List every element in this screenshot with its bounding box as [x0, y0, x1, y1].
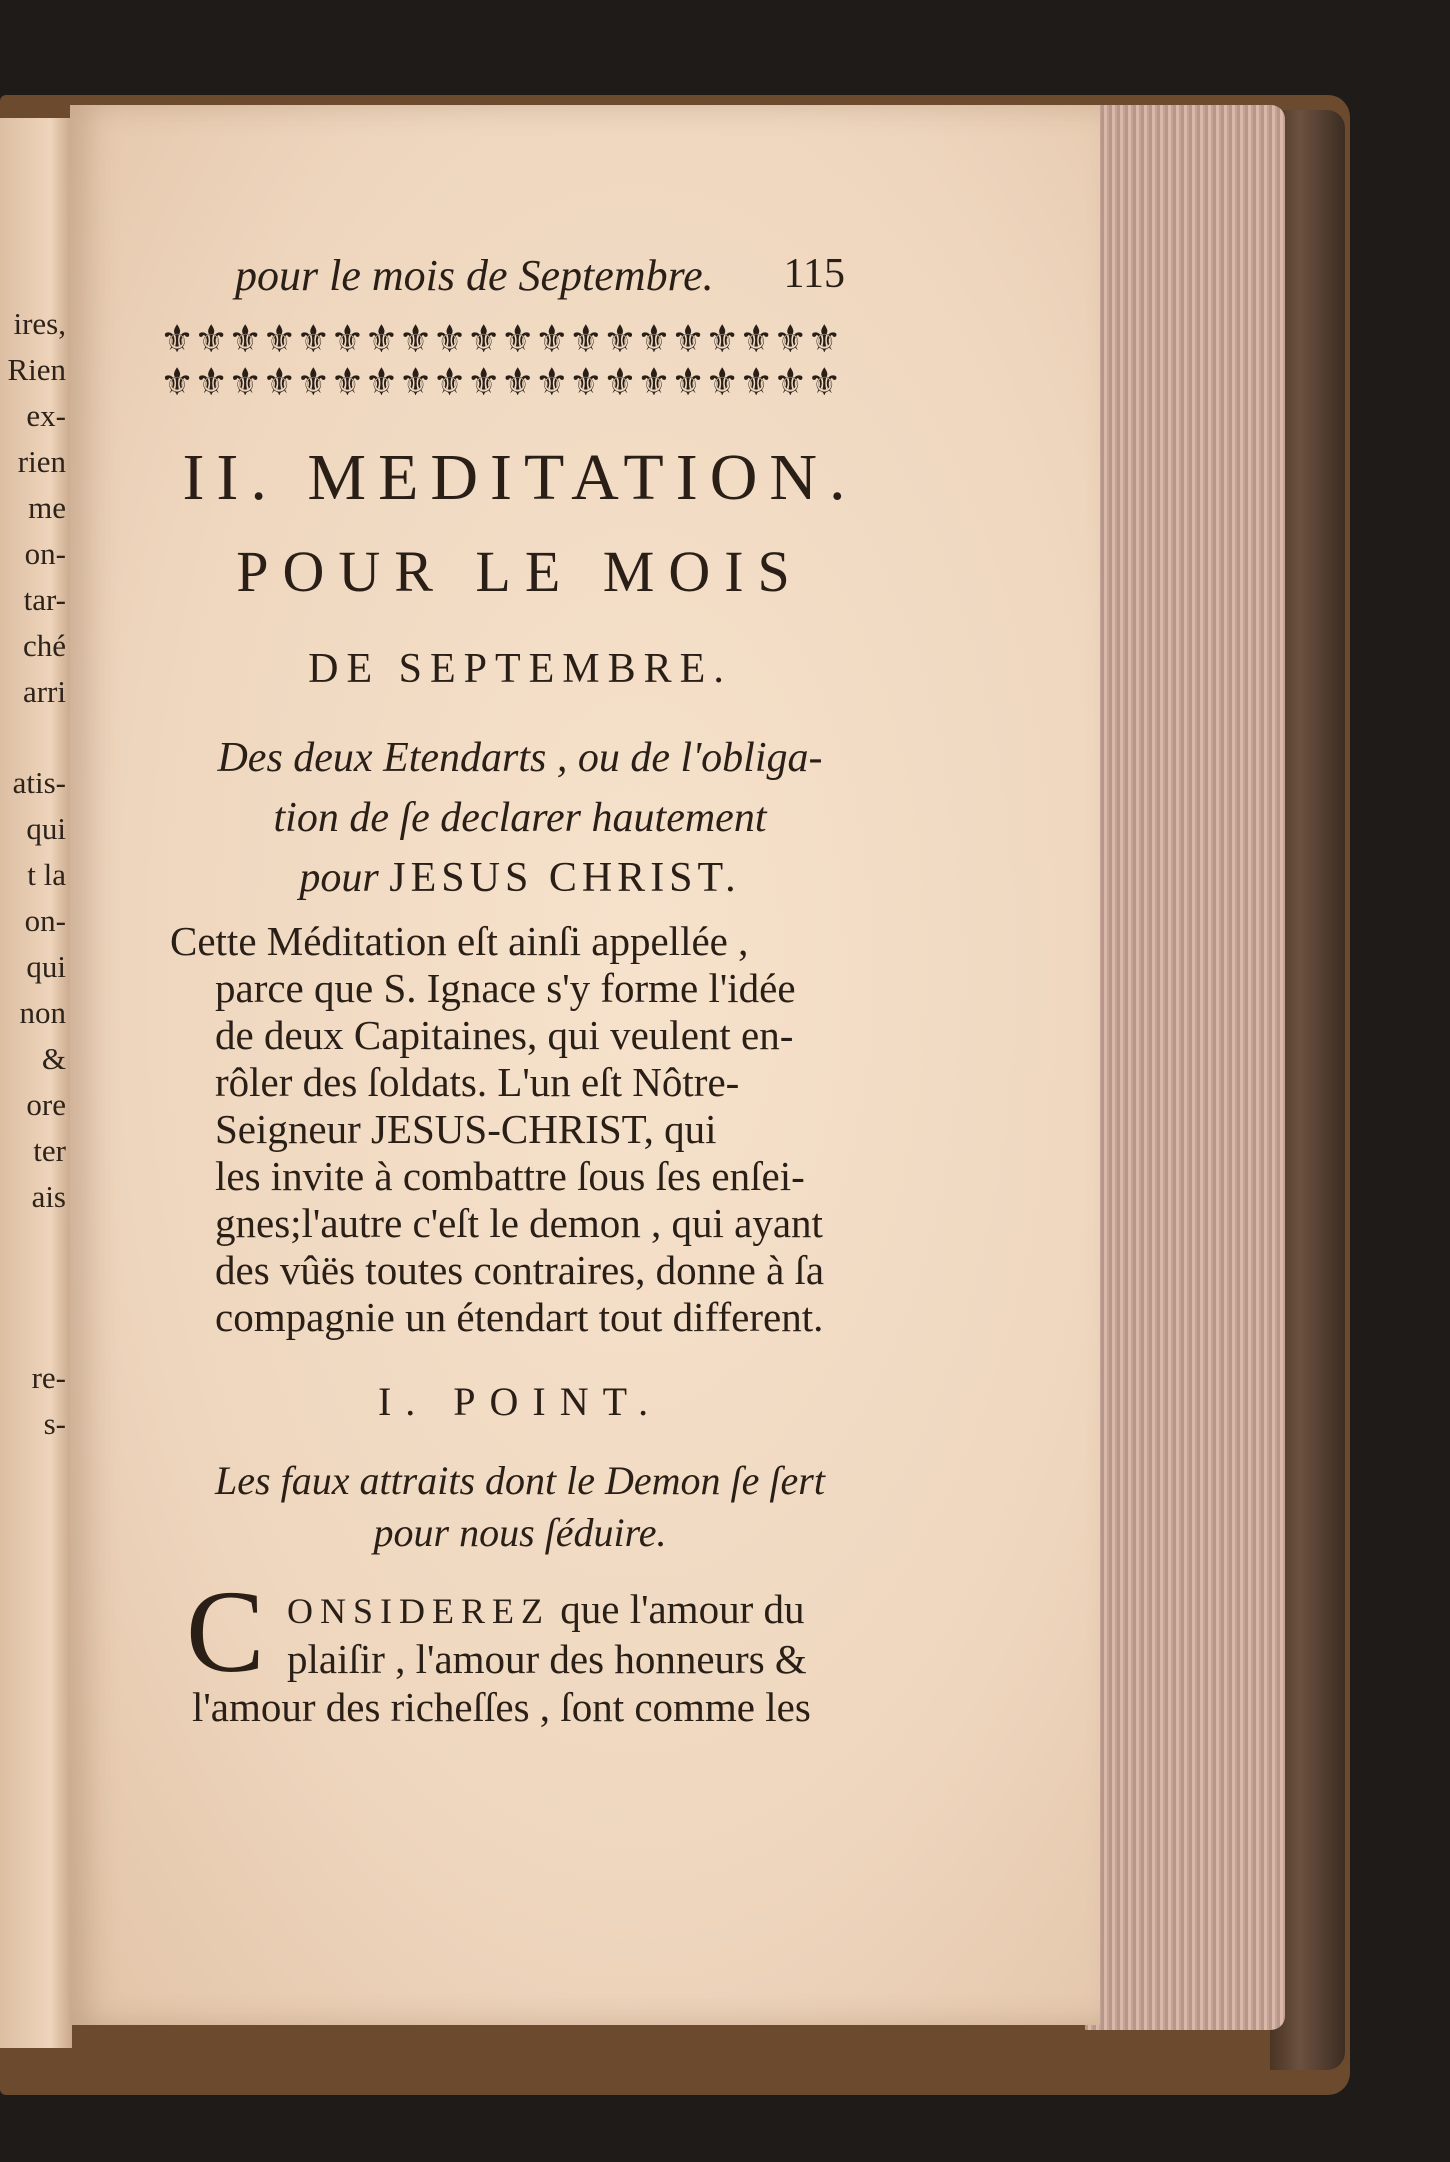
subtitle-line: Des deux Etendarts , ou de l'obliga- — [217, 735, 823, 781]
previous-page-line: on- — [24, 903, 66, 938]
previous-page-line: ché — [22, 628, 66, 663]
previous-page-line: non — [19, 995, 66, 1030]
ornament-row: ⚜⚜⚜⚜⚜⚜⚜⚜⚜⚜⚜⚜⚜⚜⚜⚜⚜⚜⚜⚜ — [160, 318, 842, 361]
point-subtitle — [160, 1455, 880, 1559]
previous-page-line: qui — [26, 811, 66, 846]
paragraph-line: rôler des ſoldats. L'un eſt Nôtre- — [215, 1059, 740, 1105]
page-number: 115 — [783, 251, 845, 297]
previous-page-line: re- — [31, 1360, 66, 1395]
previous-page-line: on- — [24, 536, 66, 571]
previous-page-line: & — [41, 1041, 66, 1076]
subtitle-line — [160, 848, 880, 908]
heading-month-line2: DE SEPTEMBRE. — [308, 646, 732, 692]
paragraph-line: l'amour des richeſſes , ſont comme les — [192, 1684, 811, 1730]
ornament-row: ⚜⚜⚜⚜⚜⚜⚜⚜⚜⚜⚜⚜⚜⚜⚜⚜⚜⚜⚜⚜ — [160, 360, 842, 404]
previous-page-line: ires, — [13, 306, 66, 341]
heading-month-line1: POUR LE MOIS — [236, 539, 804, 604]
meditation-subtitle — [160, 728, 880, 908]
paragraph-line: de deux Capitaines, qui veulent en- — [215, 1012, 794, 1058]
previous-page-line: ex- — [26, 398, 66, 433]
paragraph-line: les invite à combattre ſous ſes enſei- — [215, 1153, 805, 1199]
previous-page-line: ter — [33, 1133, 66, 1168]
paragraph-line: gnes;l'autre c'eſt le demon , qui ayant — [215, 1200, 823, 1246]
heading-meditation: II. MEDITATION. — [182, 441, 858, 514]
drop-cap: C — [186, 1566, 265, 1697]
point-subtitle-line: pour nous ſéduire. — [373, 1510, 667, 1555]
previous-page-line: qui — [26, 949, 66, 984]
paragraph-line: parce que S. Ignace s'y forme l'idée — [215, 965, 796, 1011]
paragraph-line: plaiſir , l'amour des honneurs & — [287, 1636, 807, 1682]
page-block-edges — [1085, 105, 1285, 2030]
paragraph-line: Cette Méditation eſt ainſi appellée , — [170, 918, 749, 964]
previous-page-line: arri — [22, 674, 66, 709]
previous-page-line: ore — [26, 1087, 66, 1122]
fleuron-ornament-band — [160, 318, 860, 408]
smallcaps-word: ONSIDEREZ — [287, 1591, 550, 1631]
paragraph-line — [192, 1585, 882, 1635]
previous-page-line: ais — [31, 1179, 66, 1214]
running-head-title: pour le mois de Septembre. — [235, 251, 714, 300]
final-paragraph — [186, 1566, 882, 1731]
previous-page-line: t la — [27, 857, 66, 892]
subtitle-prefix: pour — [299, 855, 379, 901]
previous-page-line: tar- — [23, 582, 66, 617]
paragraph-line: Seigneur JESUS-CHRIST, qui — [215, 1106, 717, 1152]
subtitle-name: JESUS CHRIST. — [389, 855, 741, 901]
point-subtitle-line: Les faux attraits dont le Demon ſe ſert — [215, 1458, 825, 1503]
paragraph-line: des vûës toutes contraires, donne à ſa — [215, 1247, 825, 1293]
point-heading: I. POINT. — [377, 1379, 663, 1424]
line-rest: que l'amour du — [560, 1586, 805, 1632]
previous-page-fragment — [0, 118, 72, 2048]
previous-page-line: rien — [17, 444, 66, 479]
paragraph-line: compagnie un étendart tout different. — [215, 1294, 824, 1340]
previous-page-line: Rien — [7, 352, 66, 387]
running-head — [235, 250, 845, 301]
subtitle-line: tion de ſe declarer hautement — [273, 795, 767, 841]
previous-page-line: atis- — [12, 765, 66, 800]
previous-page-line: me — [28, 490, 66, 525]
previous-page-line: s- — [43, 1406, 66, 1441]
intro-paragraph — [170, 918, 885, 1341]
